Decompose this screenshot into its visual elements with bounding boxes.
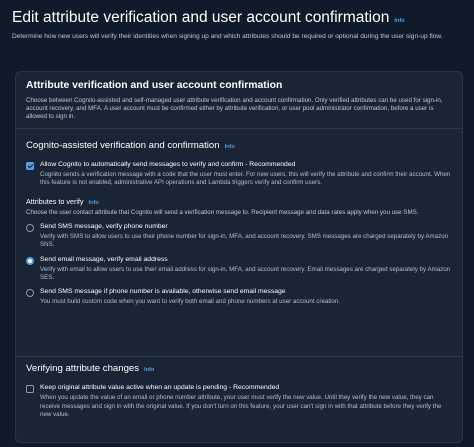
radio-sms[interactable] [26, 224, 34, 232]
radio-email[interactable] [26, 257, 34, 265]
changes-info-link[interactable]: Info [144, 367, 155, 373]
keep-original-label[interactable]: Keep original attribute value active when an update is pending - Recommended [40, 384, 280, 392]
radio-option-sms-or-email[interactable] [26, 288, 452, 306]
cognito-info-link[interactable]: Info [224, 143, 235, 150]
radio-sms-text [40, 223, 452, 250]
page-header [0, 0, 474, 41]
allow-cognito-text [40, 161, 452, 188]
radio-sms-or-email-description: You must build custom code when you want to verify both email and phone numbers at user account creation. [40, 298, 341, 306]
attributes-info-link[interactable]: Info [88, 199, 99, 206]
radio-email-description: Verify with email to allow users to use their email address for sign-in, MFA, and account recovery. Email messages are charged separately by Amazon SES. [40, 265, 451, 281]
keep-original-description: When you update the value of an email or phone number attribute, your user must verify the new value. Until they verify the new value, they can receive messages and sign in with the original value. If you don't turn on this feature, your user can't sign in with that attribute before they verify the new value. [40, 394, 442, 419]
allow-cognito-label[interactable]: Allow Cognito to automatically send messages to verify and confirm - Recommended [40, 161, 296, 169]
changes-section-title: Verifying attribute changes [26, 363, 140, 374]
panel-description: Choose between Cognito-assisted and self-managed user attribute verification and account confirmation. Only verified attributes can be used for sign-in, account recovery, and MFA. A user account must be confirmed either by attribute verification, or user pool administrator confirmation, before a user is allowed to sign in. [26, 96, 443, 121]
panel-title: Attribute verification and user account confirmation [26, 80, 283, 91]
attributes-to-verify-title: Attributes to verify [26, 196, 84, 206]
cognito-assisted-section [16, 140, 462, 307]
panel-header [16, 72, 462, 129]
changes-section-header [26, 363, 452, 375]
page-description: Determine how new users will verify their identities when signing up and which attributes should be required or optional during the user sign-up flow. [12, 33, 443, 41]
radio-sms-label[interactable]: Send SMS message, verify phone number [40, 223, 168, 231]
page-title: Edit attribute verification and user account confirmation [12, 9, 390, 26]
keep-original-text [40, 384, 452, 419]
radio-option-email[interactable] [26, 256, 452, 283]
keep-original-checkbox[interactable] [26, 385, 34, 393]
page-info-link[interactable]: Info [394, 18, 405, 24]
radio-email-text [40, 256, 452, 283]
verifying-attribute-changes-section [16, 356, 462, 419]
radio-option-sms[interactable] [26, 223, 452, 250]
radio-sms-or-email[interactable] [26, 289, 34, 297]
allow-cognito-checkbox[interactable] [26, 162, 34, 170]
attribute-verification-panel [15, 71, 463, 443]
keep-original-option[interactable] [26, 384, 452, 419]
allow-cognito-description: Cognito sends a verification message with a code that the user must enter. For new users, this will verify the attribute and confirm their account. When this feature is not enabled, administrative API operations and Lambda triggers verify and confirm users. [40, 170, 451, 187]
radio-sms-description: Verify with SMS to allow users to use their phone number for sign-in, MFA, and account recovery. SMS messages are charged separately by Amazon SNS. [40, 233, 449, 249]
title-row [12, 8, 462, 28]
radio-email-label[interactable]: Send email message, verify email address [40, 255, 168, 263]
cognito-section-title: Cognito-assisted verification and confirmation [26, 139, 220, 151]
radio-sms-or-email-text [40, 288, 340, 306]
allow-cognito-option[interactable] [26, 161, 452, 188]
attributes-to-verify-description: Choose the user contact attribute that Cognito will send a verification message to. Recipient message and data rates apply when you use SMS. [26, 208, 419, 216]
radio-sms-or-email-label[interactable]: Send SMS message if phone number is available, otherwise send email message [40, 288, 286, 296]
attributes-to-verify-header [26, 197, 452, 207]
cognito-section-header [26, 140, 452, 152]
